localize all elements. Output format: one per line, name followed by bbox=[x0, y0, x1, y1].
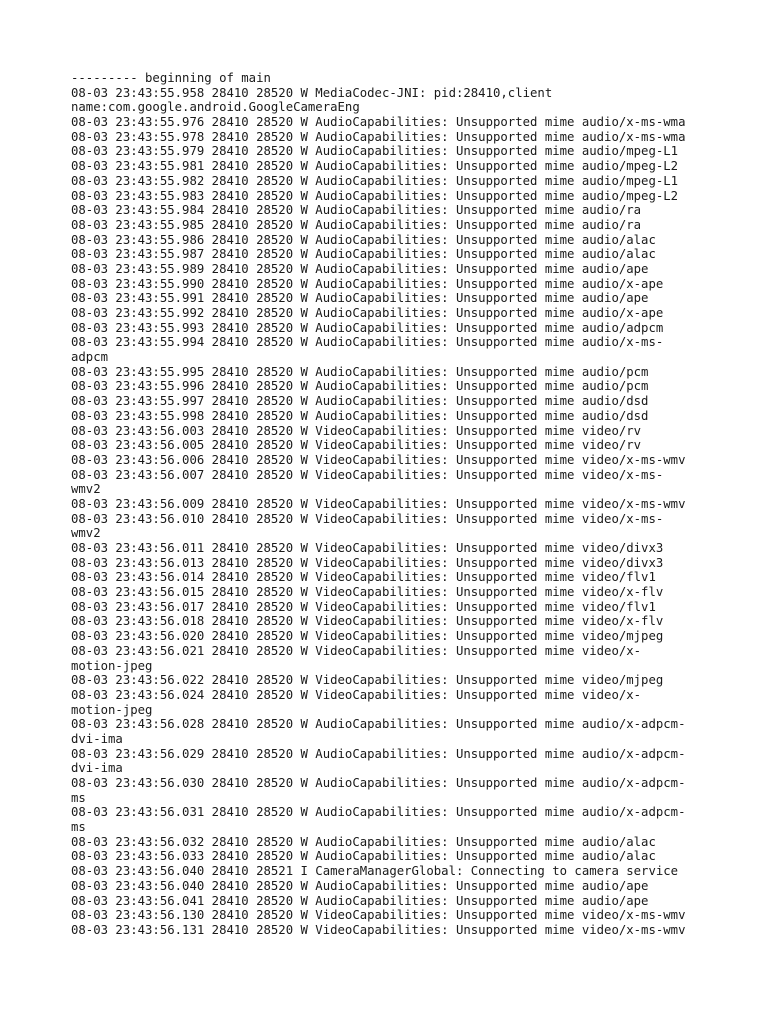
log-line: adpcm bbox=[71, 350, 109, 365]
log-line: name:com.google.android.GoogleCameraEng bbox=[71, 100, 360, 115]
log-line: 08-03 23:43:56.006 28410 28520 W VideoCapabilities: Unsupported mime video/x-ms-wmv bbox=[71, 452, 686, 467]
log-line: 08-03 23:43:55.995 28410 28520 W AudioCapabilities: Unsupported mime audio/pcm bbox=[71, 364, 649, 379]
log-line: 08-03 23:43:55.979 28410 28520 W AudioCapabilities: Unsupported mime audio/mpeg-L1 bbox=[71, 144, 679, 159]
document-page bbox=[71, 71, 711, 938]
log-line: 08-03 23:43:55.976 28410 28520 W AudioCapabilities: Unsupported mime audio/x-ms-wma bbox=[71, 115, 686, 130]
log-line: 08-03 23:43:56.017 28410 28520 W VideoCapabilities: Unsupported mime video/flv1 bbox=[71, 599, 656, 614]
log-line: 08-03 23:43:55.987 28410 28520 W AudioCapabilities: Unsupported mime audio/alac bbox=[71, 247, 656, 262]
log-line: 08-03 23:43:55.990 28410 28520 W AudioCapabilities: Unsupported mime audio/x-ape bbox=[71, 276, 664, 291]
log-line: --------- beginning of main bbox=[71, 71, 271, 85]
log-line: 08-03 23:43:56.130 28410 28520 W VideoCapabilities: Unsupported mime video/x-ms-wmv bbox=[71, 908, 686, 923]
log-line: 08-03 23:43:56.024 28410 28520 W VideoCapabilities: Unsupported mime video/x- bbox=[71, 687, 642, 702]
log-line: 08-03 23:43:56.028 28410 28520 W AudioCapabilities: Unsupported mime audio/x-adpcm- bbox=[71, 717, 686, 732]
log-line: 08-03 23:43:55.992 28410 28520 W AudioCapabilities: Unsupported mime audio/x-ape bbox=[71, 306, 664, 320]
log-line: ms bbox=[71, 820, 86, 835]
log-line: 08-03 23:43:56.031 28410 28520 W AudioCapabilities: Unsupported mime audio/x-adpcm- bbox=[71, 805, 686, 820]
log-line: 08-03 23:43:56.011 28410 28520 W VideoCapabilities: Unsupported mime video/divx3 bbox=[71, 541, 664, 555]
log-line: 08-03 23:43:56.020 28410 28520 W VideoCapabilities: Unsupported mime video/mjpeg bbox=[71, 629, 664, 644]
log-line: 08-03 23:43:56.007 28410 28520 W VideoCapabilities: Unsupported mime video/x-ms- bbox=[71, 467, 664, 482]
log-line: 08-03 23:43:56.131 28410 28520 W VideoCapabilities: Unsupported mime video/x-ms-wmv bbox=[71, 922, 686, 937]
log-line: 08-03 23:43:56.021 28410 28520 W VideoCapabilities: Unsupported mime video/x- bbox=[71, 643, 642, 658]
log-line: 08-03 23:43:56.030 28410 28520 W AudioCapabilities: Unsupported mime audio/x-adpcm- bbox=[71, 776, 686, 790]
log-line: 08-03 23:43:56.013 28410 28520 W VideoCapabilities: Unsupported mime video/divx3 bbox=[71, 555, 664, 570]
log-line: 08-03 23:43:55.986 28410 28520 W AudioCapabilities: Unsupported mime audio/alac bbox=[71, 232, 656, 247]
log-line: wmv2 bbox=[71, 482, 101, 497]
log-line: 08-03 23:43:55.983 28410 28520 W AudioCapabilities: Unsupported mime audio/mpeg-L2 bbox=[71, 188, 679, 203]
log-line: 08-03 23:43:56.005 28410 28520 W VideoCapabilities: Unsupported mime video/rv bbox=[71, 438, 642, 453]
log-line: 08-03 23:43:56.015 28410 28520 W VideoCapabilities: Unsupported mime video/x-flv bbox=[71, 585, 664, 600]
log-line: 08-03 23:43:55.981 28410 28520 W AudioCapabilities: Unsupported mime audio/mpeg-L2 bbox=[71, 159, 679, 174]
log-line: 08-03 23:43:56.003 28410 28520 W VideoCapabilities: Unsupported mime video/rv bbox=[71, 423, 642, 438]
log-line: 08-03 23:43:56.018 28410 28520 W VideoCapabilities: Unsupported mime video/x-flv bbox=[71, 614, 664, 629]
log-text bbox=[71, 71, 711, 938]
log-line: 08-03 23:43:56.010 28410 28520 W VideoCapabilities: Unsupported mime video/x-ms- bbox=[71, 511, 664, 526]
log-line: wmv2 bbox=[71, 526, 101, 541]
log-line: 08-03 23:43:55.985 28410 28520 W AudioCapabilities: Unsupported mime audio/ra bbox=[71, 217, 642, 232]
log-line: 08-03 23:43:55.958 28410 28520 W MediaCodec-JNI: pid:28410,client bbox=[71, 85, 553, 100]
log-line: dvi-ima bbox=[71, 761, 123, 776]
log-line: 08-03 23:43:56.029 28410 28520 W AudioCapabilities: Unsupported mime audio/x-adpcm- bbox=[71, 746, 686, 761]
log-line: 08-03 23:43:55.982 28410 28520 W AudioCapabilities: Unsupported mime audio/mpeg-L1 bbox=[71, 173, 679, 188]
log-line: 08-03 23:43:55.994 28410 28520 W AudioCapabilities: Unsupported mime audio/x-ms- bbox=[71, 335, 664, 350]
log-line: 08-03 23:43:56.033 28410 28520 W AudioCapabilities: Unsupported mime audio/alac bbox=[71, 849, 656, 864]
log-line: 08-03 23:43:56.041 28410 28520 W AudioCapabilities: Unsupported mime audio/ape bbox=[71, 893, 649, 908]
log-line: 08-03 23:43:55.991 28410 28520 W AudioCapabilities: Unsupported mime audio/ape bbox=[71, 291, 649, 306]
log-line: 08-03 23:43:56.014 28410 28520 W VideoCapabilities: Unsupported mime video/flv1 bbox=[71, 570, 656, 585]
log-line: 08-03 23:43:55.989 28410 28520 W AudioCapabilities: Unsupported mime audio/ape bbox=[71, 261, 649, 276]
log-line: dvi-ima bbox=[71, 731, 123, 746]
log-line: 08-03 23:43:55.993 28410 28520 W AudioCapabilities: Unsupported mime audio/adpcm bbox=[71, 320, 664, 335]
log-line: 08-03 23:43:56.022 28410 28520 W VideoCapabilities: Unsupported mime video/mjpeg bbox=[71, 673, 664, 688]
log-line: 08-03 23:43:55.984 28410 28520 W AudioCapabilities: Unsupported mime audio/ra bbox=[71, 203, 642, 218]
log-line: 08-03 23:43:56.009 28410 28520 W VideoCapabilities: Unsupported mime video/x-ms-wmv bbox=[71, 496, 686, 511]
log-line: 08-03 23:43:56.040 28410 28520 W AudioCapabilities: Unsupported mime audio/ape bbox=[71, 878, 649, 893]
log-line: 08-03 23:43:55.978 28410 28520 W AudioCapabilities: Unsupported mime audio/x-ms-wma bbox=[71, 129, 686, 144]
log-line: 08-03 23:43:55.998 28410 28520 W AudioCapabilities: Unsupported mime audio/dsd bbox=[71, 408, 649, 423]
log-line: ms bbox=[71, 790, 86, 805]
log-line: motion-jpeg bbox=[71, 702, 153, 717]
log-line: 08-03 23:43:55.996 28410 28520 W AudioCapabilities: Unsupported mime audio/pcm bbox=[71, 379, 649, 394]
log-line: 08-03 23:43:55.997 28410 28520 W AudioCapabilities: Unsupported mime audio/dsd bbox=[71, 394, 649, 409]
log-line: motion-jpeg bbox=[71, 658, 153, 673]
log-line: 08-03 23:43:56.032 28410 28520 W AudioCapabilities: Unsupported mime audio/alac bbox=[71, 834, 656, 849]
log-line: 08-03 23:43:56.040 28410 28521 I CameraManagerGlobal: Connecting to camera service bbox=[71, 864, 679, 879]
